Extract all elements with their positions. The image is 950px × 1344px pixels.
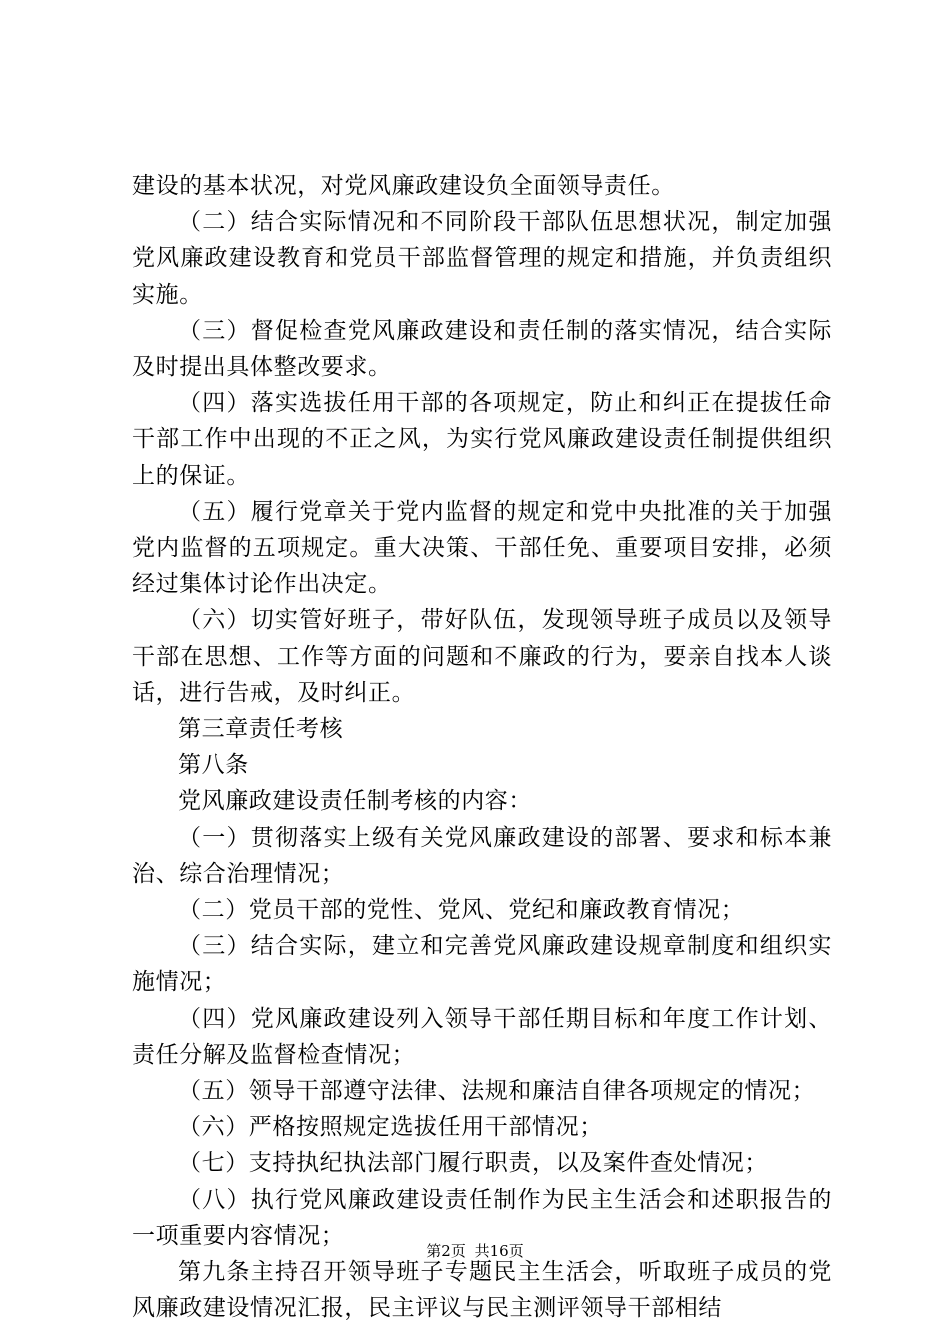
paragraph: 第八条 <box>178 752 249 779</box>
paragraph: （二）结合实际情况和不同阶段干部队伍思想状况，制定加强党风廉政建设教育和党员干部监督管理的规定和措施，并负责组织实施。 <box>132 209 832 308</box>
paragraph: （四）党风廉政建设列入领导干部任期目标和年度工作计划、责任分解及监督检查情况； <box>132 1005 832 1068</box>
document-body <box>132 168 832 1327</box>
paragraph: （三）结合实际，建立和完善党风廉政建设规章制度和组织实施情况； <box>132 933 832 996</box>
paragraph: （五）领导干部遵守法律、法规和廉洁自律各项规定的情况； <box>178 1078 816 1105</box>
paragraph: （二）党员干部的党性、党风、党纪和廉政教育情况； <box>178 897 745 924</box>
paragraph: （七）支持执纪执法部门履行职责，以及案件查处情况； <box>178 1150 768 1177</box>
paragraph: 第九条主持召开领导班子专题民主生活会，听取班子成员的党风廉政建设情况汇报，民主评议与民主测评领导干部相结 <box>132 1259 832 1322</box>
paragraph: （五）履行党章关于党内监督的规定和党中央批准的关于加强党内监督的五项规定。重大决策、干部任免、重要项目安排，必须经过集体讨论作出决定。 <box>132 498 832 598</box>
page-number: 第2页 <box>426 1242 466 1260</box>
paragraph: （四）落实选拔任用干部的各项规定，防止和纠正在提拔任命干部工作中出现的不正之风，为实行党风廉政建设责任制提供组织上的保证。 <box>132 390 832 489</box>
page-footer <box>0 1241 950 1261</box>
paragraph: （三）督促检查党风廉政建设和责任制的落实情况，结合实际及时提出具体整改要求。 <box>132 317 832 381</box>
page-total: 共16页 <box>474 1242 524 1260</box>
paragraph: 建设的基本状况，对党风廉政建设负全面领导责任。 <box>132 173 675 199</box>
paragraph: 党风廉政建设责任制考核的内容： <box>178 788 532 815</box>
paragraph: （六）切实管好班子，带好队伍，发现领导班子成员以及领导干部在思想、工作等方面的问题和不廉政的行为，要亲自找本人谈话，进行告戒，及时纠正。 <box>132 607 832 706</box>
paragraph: （一）贯彻落实上级有关党风廉政建设的部署、要求和标本兼治、综合治理情况； <box>132 824 832 887</box>
paragraph: （八）执行党风廉政建设责任制作为民主生活会和述职报告的一项重要内容情况； <box>132 1186 832 1249</box>
paragraph: 第三章责任考核 <box>178 716 344 743</box>
paragraph: （六）严格按照规定选拔任用干部情况； <box>178 1114 603 1141</box>
